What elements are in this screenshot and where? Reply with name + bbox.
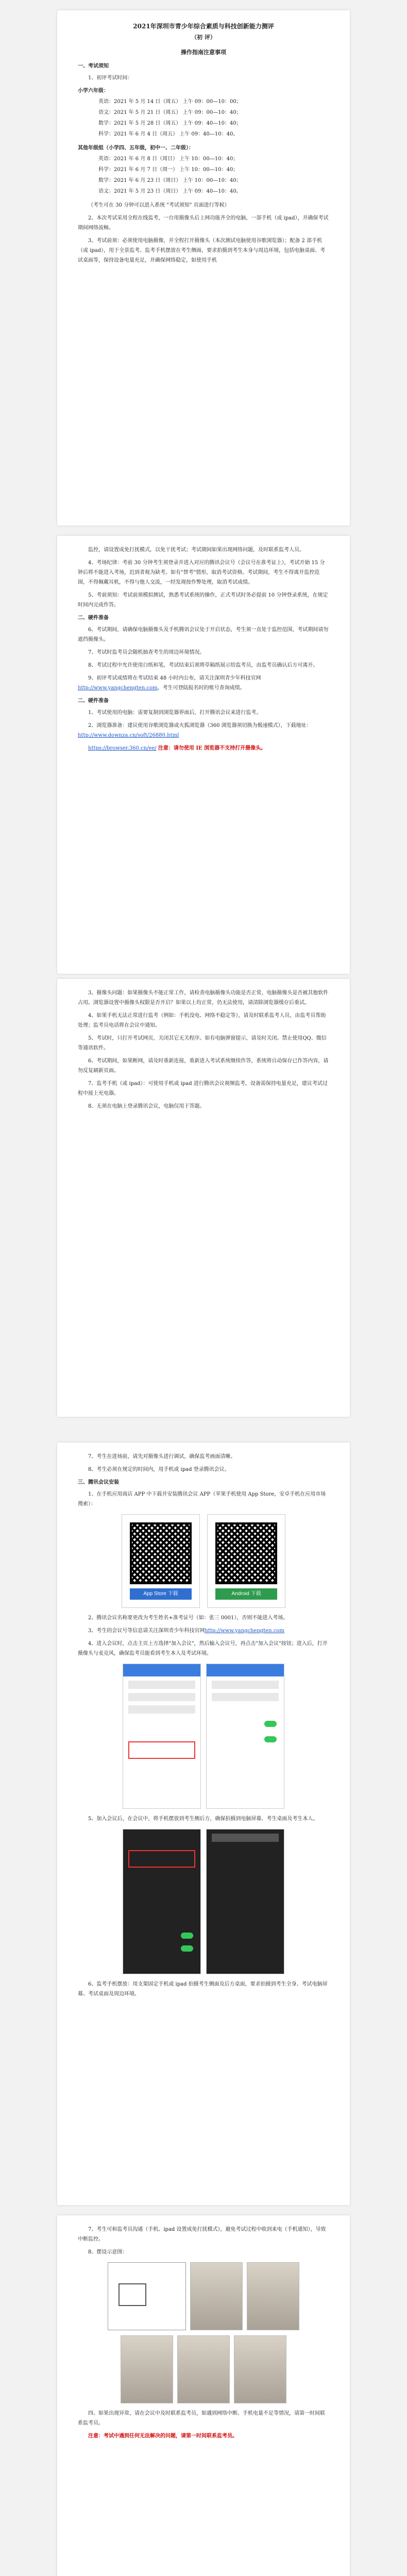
group-label: 其他年级组（小学四、五年级，初中一、二年级）： xyxy=(78,145,194,151)
schedule-item: 数学：2021 年 5 月 28 日（周五） 上午 09：40—10：40； xyxy=(98,121,242,126)
setup-photo xyxy=(190,2262,243,2330)
schedule-item: 语文：2021 年 5 月 21 日（周五） 上午 09：00—10：40； xyxy=(98,110,242,115)
download-link[interactable]: https://browser.360.cn/ee/ xyxy=(88,745,157,751)
screenshot-row xyxy=(78,1664,329,1809)
paragraph: 2、本次考试采用全程在线监考，一台用摄像头后上网功能齐全的电脑，一部手机（或 ipad），并确保考试期间网络流畅。 xyxy=(78,215,329,231)
phone-screenshot xyxy=(123,1664,201,1809)
setup-photo xyxy=(234,2335,286,2403)
setup-photo xyxy=(121,2335,173,2403)
page-title: 2021年深圳市青少年综合素质与科技创新能力测评 xyxy=(133,23,274,30)
android-download-button[interactable]: Android 下载 xyxy=(215,1588,277,1600)
page-5 xyxy=(57,2215,350,2576)
app-store-button[interactable]: App Store 下载 xyxy=(130,1588,192,1600)
paragraph: 1、初评考试时间： xyxy=(88,75,133,81)
website-link[interactable]: http://www.yangchengten.com xyxy=(205,1628,284,1634)
highlight-box xyxy=(128,1741,195,1759)
floor-plan-diagram xyxy=(108,2262,186,2330)
setup-diagram-row xyxy=(78,2262,329,2330)
page-3 xyxy=(57,979,350,1417)
toggle-switch[interactable] xyxy=(181,1945,193,1952)
paragraph: 2、腾讯会议名称要更改为考生姓名+准考证号（如：张三 0001），否则不能进入考场。 xyxy=(88,1615,289,1621)
paragraph: 8、考试过程中允许使用白纸和笔，考试结束后须将草稿纸展示给监考员，由监考员确认后方可离开。 xyxy=(88,663,318,668)
warning-text: 注意：考试中遇到任何无法解决的问题，请第一时间联系监考员。 xyxy=(88,2433,238,2439)
paragraph: 8、无须在电脑上登录腾讯会议，电脑仅用于答题。 xyxy=(88,1104,205,1109)
schedule-item: 英语：2021 年 6 月 8 日（周日） 上午 10：00—10：40； xyxy=(98,156,239,162)
section-heading: 二、硬件准备 xyxy=(78,698,109,704)
phone-screenshot xyxy=(206,1829,284,1974)
page-subtitle: （初 评） xyxy=(191,34,216,41)
paragraph: 7、考生可和监考员沟通（手机、ipad 设置成免打扰模式），避免考试过程中收到来电（手机通知），导致中断监控。 xyxy=(78,2227,326,2242)
list-item xyxy=(212,1681,279,1689)
paragraph-text: 2、浏览器准备：建议使用谷歌浏览器或火狐浏览器（360 浏览器须切换为极速模式），下载地址： xyxy=(88,723,312,728)
qr-card-ios xyxy=(122,1514,200,1608)
toggle-switch[interactable] xyxy=(264,1721,277,1727)
qr-code-icon xyxy=(130,1522,192,1584)
app-header xyxy=(123,1664,200,1676)
setup-photo xyxy=(177,2335,230,2403)
paragraph: 1、考试使用的电脑：需要复制到浏览器界面后，打开腾讯会议来进行监考。 xyxy=(88,710,262,716)
paragraph: 7、监考手机（或 ipad）：可使用手机或 ipad 进行腾讯会议视频监考，设备需保持电量充足，建议考试过程中接上充电器。 xyxy=(78,1081,328,1096)
section-heading: 三、腾讯会议安装 xyxy=(78,1480,119,1485)
schedule-item: 科学：2021 年 6 月 4 日（周五） 上午 09：40—10：40。 xyxy=(98,131,239,137)
qr-code-row xyxy=(78,1514,329,1608)
phone-screenshot xyxy=(206,1664,284,1809)
section-heading: 一、考试须知 xyxy=(78,63,109,69)
schedule-item: 数学：2021 年 6 月 23 日（周日） 上午 10：00—10：40； xyxy=(98,178,242,183)
group-label: 小学六年级： xyxy=(78,88,109,94)
paragraph: 8、摆设示意图： xyxy=(88,2249,128,2255)
toggle-switch[interactable] xyxy=(264,1736,277,1742)
paragraph: 1、在手机应用商店 APP 中下载并安装腾讯会议 APP（苹果手机使用 App Store，安卓手机在应用市场搜索）： xyxy=(78,1492,326,1507)
website-link[interactable]: http://www.yangchengten.com xyxy=(78,685,158,691)
schedule-item: 科学：2021 年 6 月 7 日（周一） 上午 10：00—10：40； xyxy=(98,167,239,173)
list-item xyxy=(128,1681,195,1689)
page-4 xyxy=(57,1443,350,2205)
download-link[interactable]: http://www.downza.cn/soft/26880.html xyxy=(78,733,179,738)
setup-photo xyxy=(247,2262,299,2330)
paragraph: 6、考试期间，请确保电脑摄像头及手机腾讯会议处于开启状态，考生须一直处于监控范围，考试期间请勿遮挡摄像头。 xyxy=(78,627,329,642)
list-item xyxy=(128,1693,195,1701)
paragraph-text: ，考生可登陆报名时的账号查询成绩。 xyxy=(157,685,245,691)
schedule-primary xyxy=(98,97,329,139)
paragraph xyxy=(78,673,329,693)
paragraph: 7、考生在进场前，请先对摄像头进行调试，确保监考画面清晰。 xyxy=(88,1454,236,1460)
schedule-other xyxy=(98,154,329,196)
paragraph: 6、考试期间，如果断网，请及时重新连接，重新进入考试系统继续作答，系统将自动保存已作答内容，请勿反复刷新页面。 xyxy=(78,1058,329,1074)
list-item xyxy=(212,1693,279,1701)
section-heading: 二、硬件准备 xyxy=(78,615,109,621)
list-item xyxy=(212,1834,279,1842)
paragraph: 4、如果手机无法正常进行监考（例如：手机没电、网络不稳定等），请及时联系监考人员，由监考员帮助处理；监考员电话将在会议中通知。 xyxy=(78,1013,326,1028)
paragraph: 四、如果出现异常，请在会议中及时联系监考员，如遇到网络中断、手机电量不足等情况，请第一时间联系监考员。 xyxy=(78,2411,325,2426)
paragraph xyxy=(78,1626,329,1636)
schedule-item: 英语：2021 年 5 月 14 日（周五） 上午 09：00—10：00； xyxy=(98,99,242,105)
page-2 xyxy=(57,536,350,974)
toggle-switch[interactable] xyxy=(181,1933,193,1939)
phone-screenshot xyxy=(123,1829,201,1974)
paragraph: 8、考生必须在规定的时间内，用手机或 ipad 登录腾讯会议。 xyxy=(88,1467,230,1472)
paragraph: 5、加入会议后，在会议中，将手机摆放到考生侧后方，确保拍摄到电脑屏幕、考生桌面及考生本人。 xyxy=(88,1816,318,1822)
app-header xyxy=(207,1664,284,1676)
warning-text: 注意：请勿使用 IE 浏览器不支持打开摄像头。 xyxy=(158,745,266,751)
paragraph: 4、进入会议时，点击主页上方选择"加入会议"，然后输入会议号，再点击"加入会议"按钮；进入后，打开摄像头与麦克风，确保监考员能看到考生本人及考试环境。 xyxy=(78,1641,328,1656)
paragraph: 7、考试时监考员会随机抽查考生的周边环境情况。 xyxy=(88,650,205,655)
paragraph: 3、摄像头问题：如果摄像头不能正常工作，请检查电脑摄像头功能是否正常，电脑摄像头是否被其他软件占用。浏览器设置中摄像头权限是否开启？如果以上均正常，仍无法使用，请清除浏览器缓存后重试。 xyxy=(78,990,329,1006)
qr-card-android xyxy=(207,1514,285,1608)
paragraph xyxy=(78,721,329,740)
paragraph: 3、考试前须：必须使用电脑摄像，并全程打开摄像头（本次测试电脑使用谷歌浏览器）；配备 2 部手机（或 ipad），用于全景监考。监考手机摆放在考生侧面，要求拍摄到考生本身与周边环境，包括电脑桌面、考试桌面等，保持设备电量充足，并确保网络稳定，如使用手机 xyxy=(78,238,326,263)
paragraph: 监控，请设置成免打扰模式，以免干扰考试；考试期间如果出现网络问题，及时联系监考人员。 xyxy=(88,547,304,553)
paragraph: （考生可在 30 分钟可以进入系统 "考试须知" 页面进行等候） xyxy=(88,202,230,208)
notice-title: 操作指南注意事项 xyxy=(181,49,226,56)
schedule-item: 语文：2021 年 5 月 23 日（周日） 上午 09：40—10：40。 xyxy=(98,189,242,194)
screenshot-row xyxy=(78,1829,329,1974)
setup-photo-row xyxy=(78,2335,329,2403)
list-item xyxy=(128,1705,195,1714)
highlight-box xyxy=(128,1850,195,1868)
paragraph xyxy=(78,743,329,753)
paragraph: 4、考场纪律：考前 30 分钟考生须登录并进入对应的腾讯会议号（会议号在准考证上），考试开始 15 分钟后将不能进入考场，迟到者视为缺考。如有"替考"情形，取消考试资格。考试期间，考生不得离开监控范围，不得佩戴耳机，不得与他人交流，一经发现按作弊处理，取消考试成绩。 xyxy=(78,560,325,585)
paragraph: 5、考前须知：考试前须模拟测试，熟悉考试系统的操作，正式考试时务必提前 10 分钟登录系统，在规定时间内完成作答。 xyxy=(78,592,328,608)
page-1 xyxy=(57,10,350,526)
paragraph-text: 3、考生的会议号等信息请关注深圳青少年科技官网 xyxy=(88,1628,205,1634)
paragraph: 5、考试时，只打开考试网页，关闭其它无关程序。如有电脑弹窗提示，请及时关闭。禁止使用QQ、微信等通讯软件。 xyxy=(78,1036,327,1051)
paragraph-text: 9、初评考试成绩将在考试结束 48 小时内公布，请关注深圳青少年科技官网 xyxy=(88,675,261,681)
paragraph: 6、监考手机摆放：用支架固定手机或 ipad 拍摄考生侧面及后方桌面，要求拍摄到考生全身、考试电脑屏幕、考试桌面及周边环境。 xyxy=(78,1981,328,1997)
qr-code-icon xyxy=(215,1522,277,1584)
